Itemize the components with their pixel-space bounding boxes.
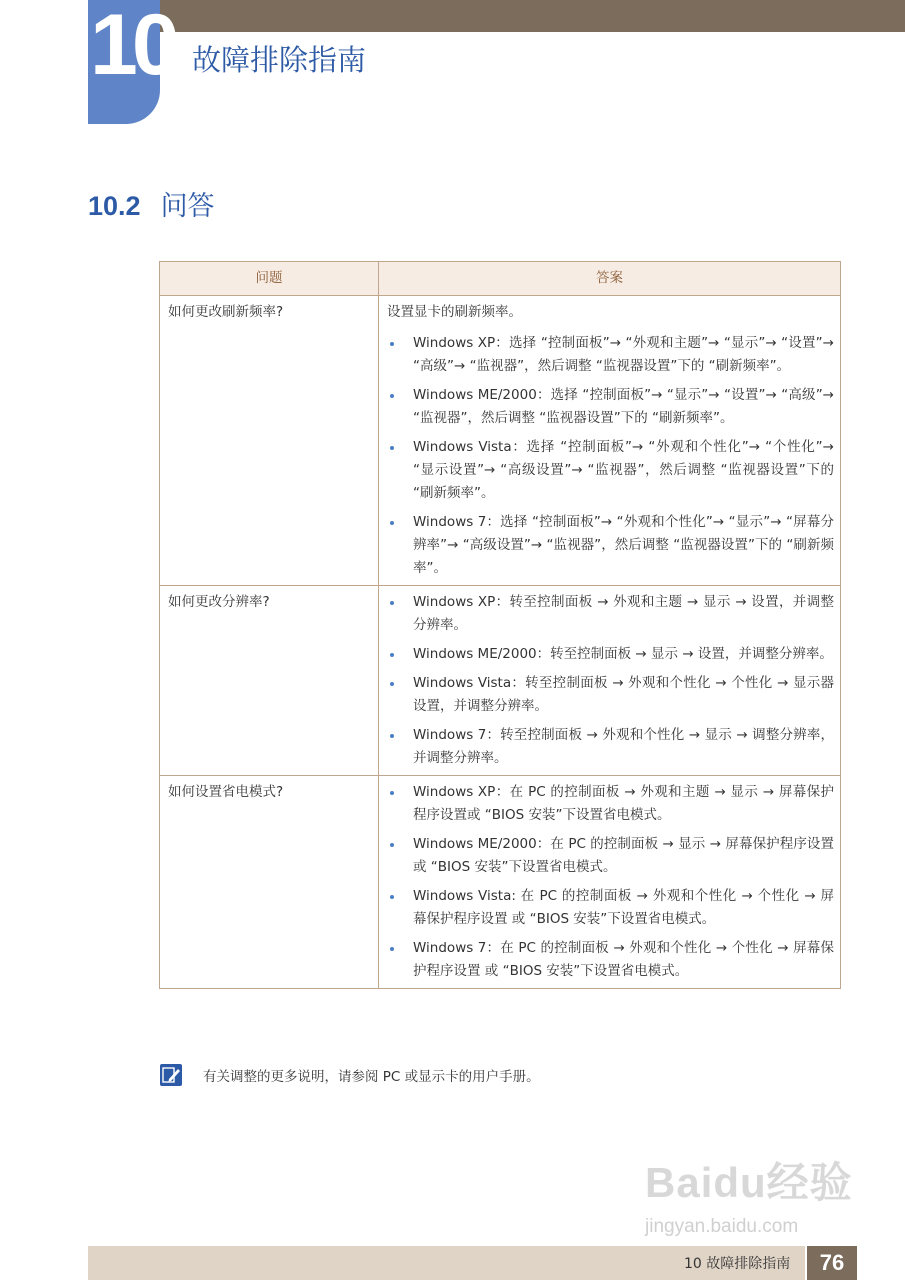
chapter-number: 10: [90, 0, 174, 93]
watermark-logo: Baidu经验: [645, 1159, 853, 1206]
list-item: Windows XP：在 PC 的控制面板 → 外观和主题 → 显示 → 屏幕保护程序设置或 “BIOS 安装”下设置省电模式。: [387, 781, 834, 827]
watermark-url: jingyan.baidu.com: [645, 1216, 799, 1237]
list-item: Windows 7：在 PC 的控制面板 → 外观和个性化 → 个性化 → 屏幕保护程序设置 或 “BIOS 安装”下设置省电模式。: [387, 937, 834, 983]
column-header-answer: 答案: [379, 262, 841, 296]
question-cell: 如何更改分辨率?: [160, 586, 379, 776]
list-item: Windows Vista：转至控制面板 → 外观和个性化 → 个性化 → 显示器设置，并调整分辨率。: [387, 672, 834, 718]
footer-chapter-label: 10 故障排除指南: [684, 1256, 791, 1272]
table-row: [160, 776, 841, 989]
answer-cell: [379, 776, 841, 989]
answer-list: [387, 591, 834, 770]
list-item: Windows ME/2000：选择 “控制面板”→ “显示”→ “设置”→ “高级”→ “监视器”，然后调整 “监视器设置”下的 “刷新频率”。: [387, 384, 834, 430]
list-item: Windows 7：转至控制面板 → 外观和个性化 → 显示 → 调整分辨率，并调整分辨率。: [387, 724, 834, 770]
list-item: Windows Vista：选择 “控制面板”→ “外观和个性化”→ “个性化”→ “显示设置”→ “高级设置”→ “监视器”，然后调整 “监视器设置”下的 “刷新频率”。: [387, 436, 834, 505]
answer-cell: [379, 586, 841, 776]
list-item: Windows Vista: 在 PC 的控制面板 → 外观和个性化 → 个性化 → 屏幕保护程序设置 或 “BIOS 安装”下设置省电模式。: [387, 885, 834, 931]
list-item: Windows 7：选择 “控制面板”→ “外观和个性化”→ “显示”→ “屏幕分辨率”→ “高级设置”→ “监视器”，然后调整 “监视器设置”下的 “刷新频率”。: [387, 511, 834, 580]
answer-cell: [379, 296, 841, 586]
qa-table: [159, 261, 841, 989]
chapter-number-block: [88, 0, 174, 124]
column-header-question: 问题: [160, 262, 379, 296]
note-icon: [160, 1064, 182, 1086]
question-cell: 如何更改刷新频率?: [160, 296, 379, 586]
table-header-row: [160, 262, 841, 296]
section-heading: [88, 184, 215, 223]
chapter-title: 故障排除指南: [192, 43, 367, 77]
note-text: 有关调整的更多说明，请参阅 PC 或显示卡的用户手册。: [203, 1069, 540, 1085]
list-item: Windows XP：转至控制面板 → 外观和主题 → 显示 → 设置，并调整分辨率。: [387, 591, 834, 637]
question-cell: 如何设置省电模式?: [160, 776, 379, 989]
list-item: Windows ME/2000：转至控制面板 → 显示 → 设置，并调整分辨率。: [387, 643, 834, 666]
top-header-bar: [160, 0, 905, 32]
list-item: Windows ME/2000：在 PC 的控制面板 → 显示 → 屏幕保护程序设置或 “BIOS 安装”下设置省电模式。: [387, 833, 834, 879]
answer-list: [387, 332, 834, 580]
answer-intro: 设置显卡的刷新频率。: [387, 304, 522, 320]
section-title: 问答: [160, 191, 215, 222]
answer-list: [387, 781, 834, 983]
page-number: 76: [807, 1246, 857, 1280]
list-item: Windows XP：选择 “控制面板”→ “外观和主题”→ “显示”→ “设置”→ “高级”→ “监视器”，然后调整 “监视器设置”下的 “刷新频率”。: [387, 332, 834, 378]
table-row: [160, 296, 841, 586]
section-number: 10.2: [88, 191, 141, 221]
table-row: [160, 586, 841, 776]
